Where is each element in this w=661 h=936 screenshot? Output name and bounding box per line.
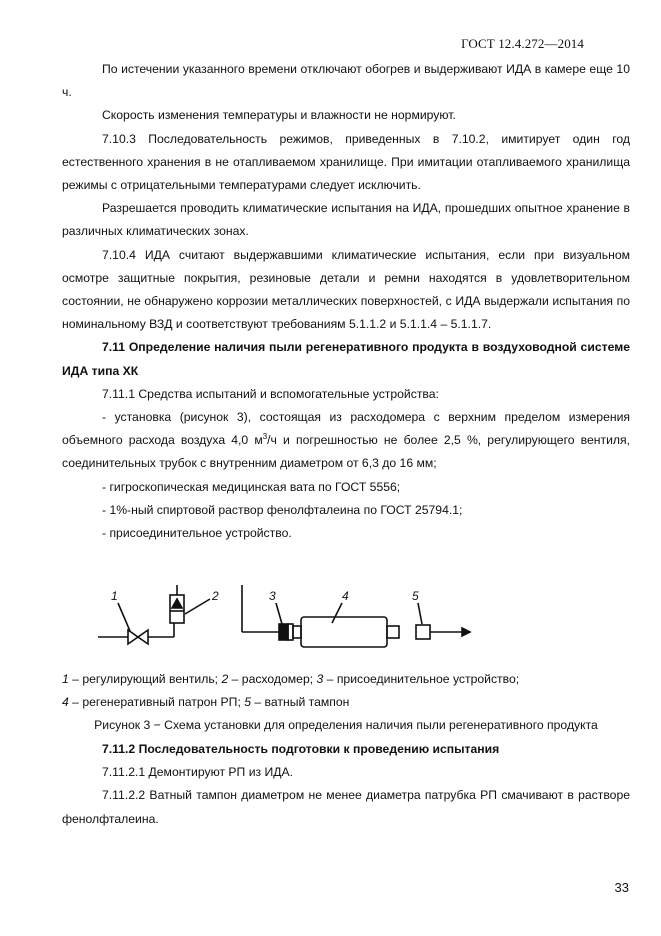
diagram-label-4: 4 xyxy=(342,589,349,603)
paragraph: 7.10.4 ИДА считают выдержавшими климатические испытания, если при визуальном осмотре защитные покрытия, резиновые детали и ремни находятся в удовлетворительном состоянии, не обнаружено коррозии металлических поверхностей, с ИДА выдержали испытания по номинальному ВЗД и соответствуют требованиям 5.1.1.2 и 5.1.1.4 – 5.1.1.7. xyxy=(62,247,630,332)
figure-legend xyxy=(62,668,630,738)
connector-icon xyxy=(279,624,288,640)
paragraph xyxy=(62,406,630,476)
legend-text: – ватный тампон xyxy=(251,695,350,710)
legend-text: – присоединительное устройство; xyxy=(323,672,520,686)
legend-num: 1 xyxy=(62,672,69,686)
legend-num: 3 xyxy=(316,672,324,686)
document-header: ГОСТ 12.4.272—2014 xyxy=(461,36,584,51)
legend-num: 5 xyxy=(244,695,251,710)
legend-num: 4 xyxy=(62,695,69,710)
paragraph: 7.10.3 Последовательность режимов, приведенных в 7.10.2, имитирует один год естественного хранения в не отапливаемом хранилище. При имитации отапливаемого хранилища режимы с отрицательными температурами следует исключить. xyxy=(62,131,630,193)
list-item: - 1%-ный спиртовой раствор фенолфталеина по ГОСТ 25794.1; xyxy=(102,502,463,517)
legend-line xyxy=(62,668,630,691)
legend-line xyxy=(62,691,630,714)
body-text-2 xyxy=(62,738,630,831)
paragraph: 7.11.1 Средства испытаний и вспомогательные устройства: xyxy=(102,386,439,401)
diagram-label-2: 2 xyxy=(212,589,219,603)
legend-text: – расходомер; xyxy=(228,672,317,686)
setup-diagram xyxy=(62,585,630,667)
diagram-label-3: 3 xyxy=(269,589,276,603)
paragraph: Разрешается проводить климатические испытания на ИДА, прошедших опытное хранение в различных климатических зонах. xyxy=(62,201,630,239)
list-item: - гигроскопическая медицинская вата по ГОСТ 5556; xyxy=(102,479,401,494)
section-heading: 7.11 Определение наличия пыли регенеративного продукта в воздуховодной системе ИДА типа ХК xyxy=(62,340,630,378)
page-number: 33 xyxy=(614,880,629,895)
paragraph: По истечении указанного времени отключают обогрев и выдерживают ИДА в камере еще 10 ч. xyxy=(62,62,630,100)
list-item: - присоединительное устройство. xyxy=(102,526,292,541)
text-span: /ч и погрешностью не более 2,5 %, регулирующего вентиля, соединительных трубок с внутренним диаметром от 6,3 до 16 мм; xyxy=(62,433,631,471)
cartridge-icon xyxy=(301,617,387,647)
figure-caption: Рисунок 3 − Схема установки для определения наличия пыли регенеративного продукта xyxy=(94,718,598,733)
tampon-icon xyxy=(416,625,430,639)
legend-num: 2 xyxy=(221,672,229,686)
valve-icon xyxy=(128,630,138,644)
paragraph: 7.11.2.1 Демонтируют РП из ИДА. xyxy=(102,765,293,780)
text-span: - установка (рисунок 3), состоящая из расходомера с верхним пределом измерения объемного расхода воздуха 4,0 м xyxy=(62,410,630,448)
paragraph: Скорость изменения температуры и влажности не нормируют. xyxy=(102,108,456,123)
paragraph: 7.11.2.2 Ватный тампон диаметром не менее диаметра патрубка РП смачивают в растворе фенолфталеина. xyxy=(62,788,630,826)
legend-text: – регенеративный патрон РП; xyxy=(68,695,245,710)
body-text xyxy=(62,58,630,545)
diagram-label-1: 1 xyxy=(111,589,118,603)
legend-text: – регулирующий вентиль; xyxy=(68,672,222,686)
section-heading: 7.11.2 Последовательность подготовки к проведению испытания xyxy=(102,742,500,756)
diagram-label-5: 5 xyxy=(412,589,419,603)
superscript: 3 xyxy=(262,432,268,442)
